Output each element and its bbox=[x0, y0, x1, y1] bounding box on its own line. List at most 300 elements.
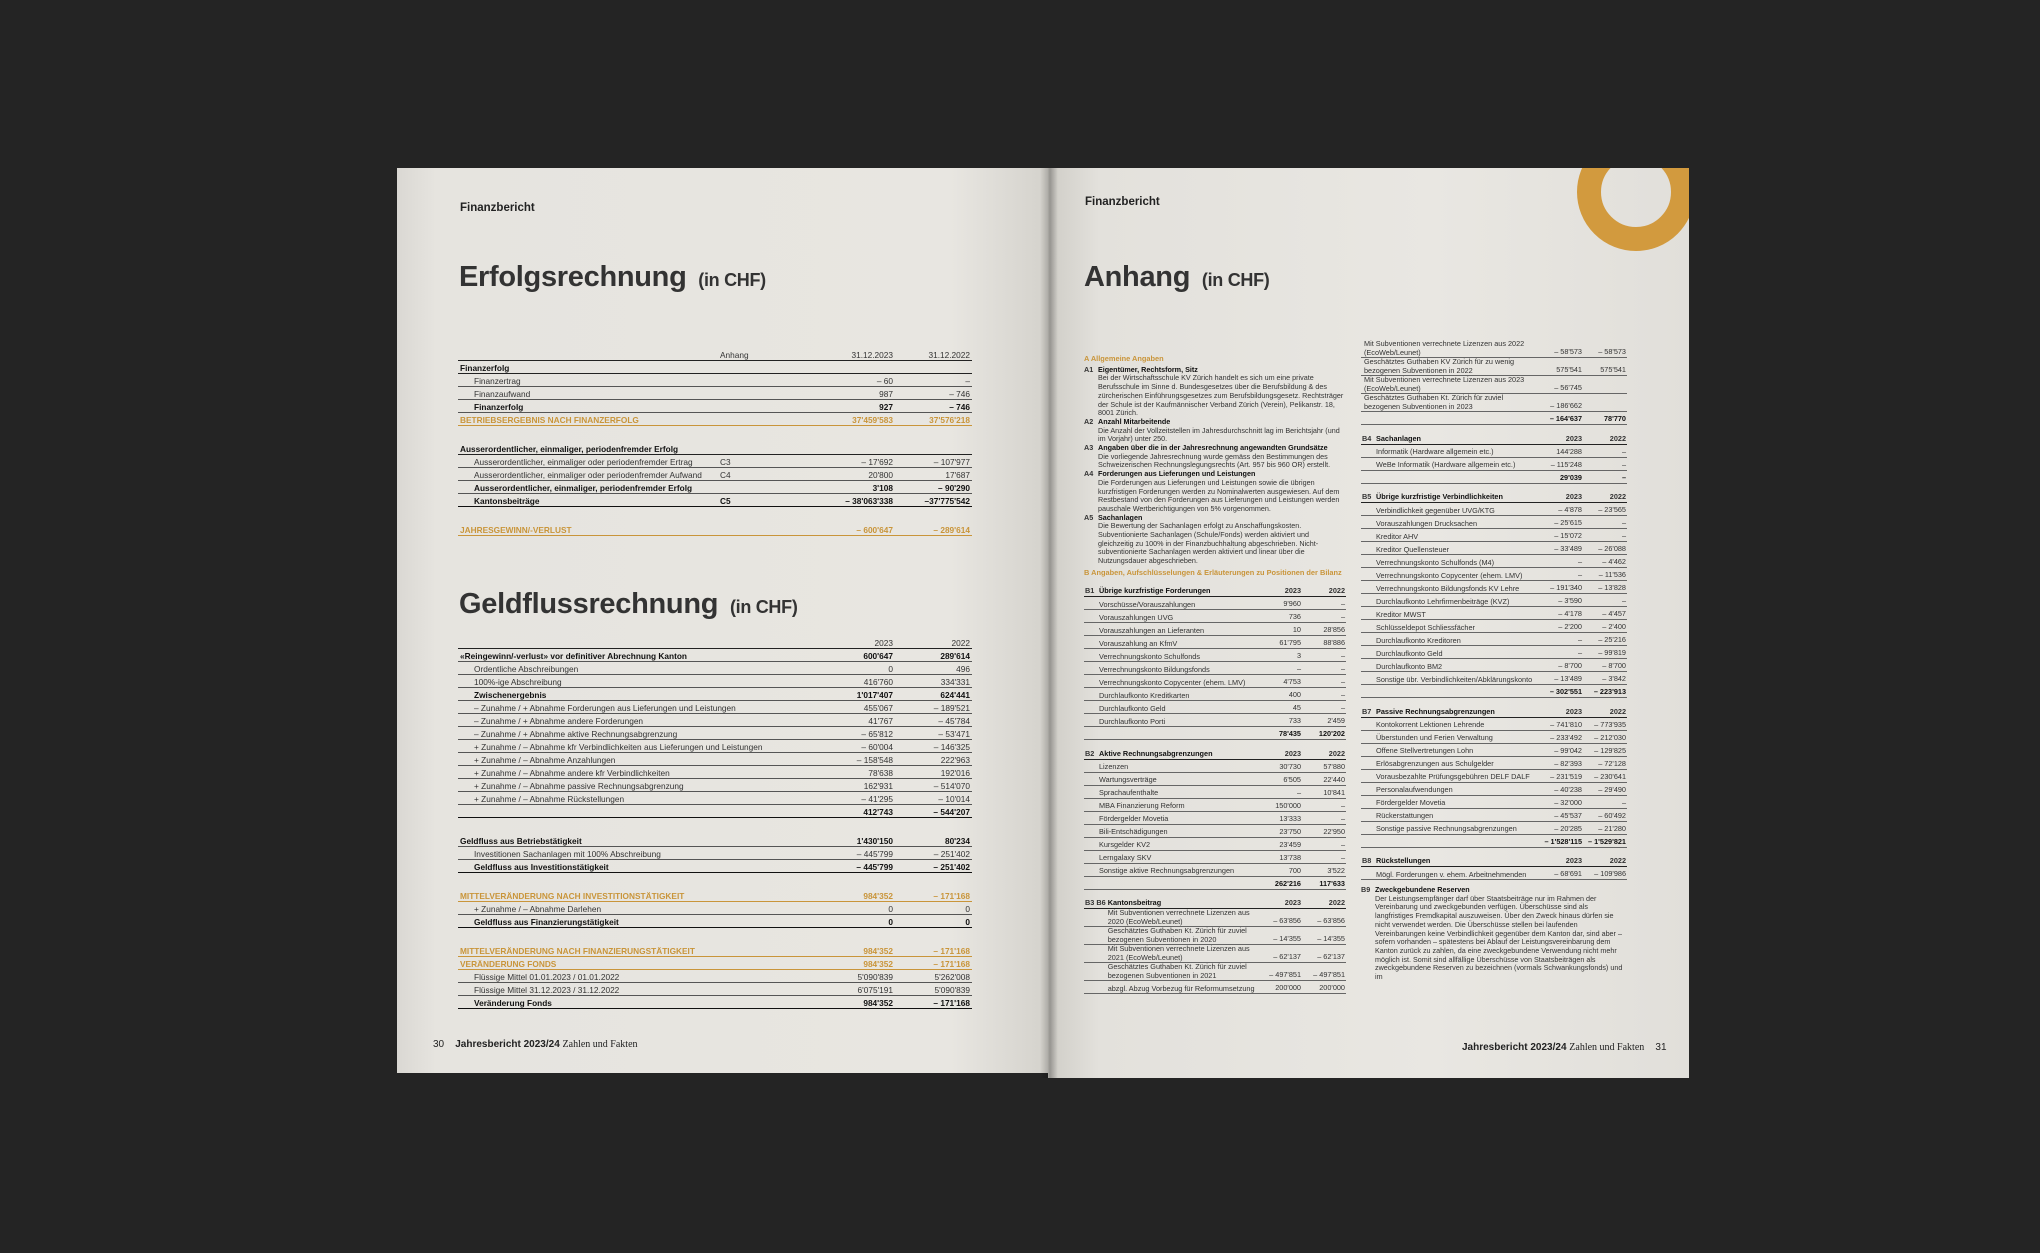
table-row bbox=[1361, 743, 1627, 756]
column-header: 2023 bbox=[1539, 431, 1583, 444]
value-2022: – 53'471 bbox=[895, 726, 972, 739]
value-2022: – 62'137 bbox=[1302, 945, 1346, 963]
note-body bbox=[1098, 418, 1346, 444]
table-row bbox=[458, 480, 972, 493]
value-2022: – 10'014 bbox=[895, 791, 972, 804]
note-body bbox=[1098, 444, 1346, 470]
table-row bbox=[458, 778, 972, 791]
table-header bbox=[1361, 704, 1627, 717]
table-row bbox=[1361, 555, 1627, 568]
note-key: A2 bbox=[1084, 416, 1094, 426]
value-2022: – bbox=[1583, 516, 1627, 529]
row-label: Ausserordentlicher, einmaliger, periodenfremder Erfolg bbox=[458, 441, 718, 454]
value-2023: – 115'248 bbox=[1539, 457, 1583, 470]
cell bbox=[1361, 756, 1375, 769]
cell bbox=[1084, 863, 1098, 876]
value-2023: – 2'200 bbox=[1539, 620, 1583, 633]
value-2022: – 497'851 bbox=[1302, 963, 1346, 981]
note-heading: Aktive Rechnungsabgrenzungen bbox=[1098, 746, 1258, 759]
value-2023: 262'216 bbox=[1258, 876, 1302, 889]
value-2023: – bbox=[1258, 785, 1302, 798]
table-header bbox=[1361, 854, 1627, 867]
value-2022: 575'541 bbox=[1583, 358, 1627, 376]
value-2023: 412'743 bbox=[818, 804, 895, 817]
row-label: Fördergelder Movetia bbox=[1098, 811, 1258, 824]
row-label: Mit Subventionen verrechnete Lizenzen aus 2020 (EcoWeb/Leunet) bbox=[1107, 909, 1258, 927]
spacer bbox=[458, 817, 972, 833]
cell bbox=[1361, 444, 1375, 457]
spacer bbox=[458, 872, 972, 888]
row-label: Durchlaufkonto Kreditoren bbox=[1375, 633, 1539, 646]
row-label: VERÄNDERUNG FONDS bbox=[458, 956, 818, 969]
table-header bbox=[458, 635, 972, 648]
value-2023: 1'430'150 bbox=[818, 833, 895, 846]
right-header: Finanzbericht bbox=[1085, 196, 1160, 208]
note-item bbox=[1361, 886, 1627, 982]
note-heading: Kantonsbeitrag bbox=[1107, 896, 1258, 909]
note-key: B5 bbox=[1361, 490, 1375, 503]
row-label: Sonstige aktive Rechnungsabgrenzungen bbox=[1098, 863, 1258, 876]
value-2022: 78'770 bbox=[1583, 412, 1627, 425]
note-heading: Sachanlagen bbox=[1375, 431, 1539, 444]
value-2022: – 14'355 bbox=[1302, 927, 1346, 945]
table-row bbox=[1361, 795, 1627, 808]
value-2022: – 26'088 bbox=[1583, 542, 1627, 555]
value-2022: – 1'529'821 bbox=[1583, 834, 1627, 847]
table-row bbox=[458, 441, 972, 454]
row-label: Finanzertrag bbox=[458, 373, 718, 386]
value-2022: 22'950 bbox=[1302, 824, 1346, 837]
value-2023: 61'795 bbox=[1258, 636, 1302, 649]
left-footer: 30 Jahresbericht 2023/24 Zahlen und Fakten bbox=[433, 1039, 638, 1050]
value-2023: – 82'393 bbox=[1539, 756, 1583, 769]
note-key: B7 bbox=[1361, 704, 1375, 717]
table-row bbox=[1084, 927, 1346, 945]
geldflussrechnung-table bbox=[458, 635, 972, 1009]
value-2022: – 514'070 bbox=[895, 778, 972, 791]
cell bbox=[1361, 470, 1375, 483]
value-2022: – 189'521 bbox=[895, 700, 972, 713]
table-row bbox=[458, 454, 972, 467]
row-label: Flüssige Mittel 31.12.2023 / 31.12.2022 bbox=[458, 982, 818, 995]
cell bbox=[1084, 772, 1098, 785]
value-2022: – bbox=[1302, 649, 1346, 662]
table-row bbox=[458, 969, 972, 982]
row-label: Geschätztes Guthaben Kt. Zürich für zuviel bezogenen Subventionen in 2021 bbox=[1107, 963, 1258, 981]
value-2023: – 60'004 bbox=[818, 739, 895, 752]
cell bbox=[1361, 555, 1375, 568]
value-2022: 37'576'218 bbox=[895, 412, 972, 425]
note-heading: Zweckgebundene Reserven bbox=[1375, 885, 1470, 894]
cell bbox=[1361, 821, 1375, 834]
value-2022: – 251'402 bbox=[895, 859, 972, 872]
table-row bbox=[458, 386, 972, 399]
value-2023: 984'352 bbox=[818, 943, 895, 956]
note-heading: Übrige kurzfristige Verbindlichkeiten bbox=[1375, 490, 1539, 503]
value-2022: – bbox=[1583, 470, 1627, 483]
table-row bbox=[1084, 850, 1346, 863]
table-row bbox=[1084, 981, 1346, 994]
cell bbox=[1361, 457, 1375, 470]
cell bbox=[1084, 837, 1098, 850]
row-label: Durchlaufkonto Lehrfirmenbeiträge (KVZ) bbox=[1375, 594, 1539, 607]
value-2022: – 746 bbox=[895, 386, 972, 399]
table-row bbox=[1084, 824, 1346, 837]
table-header bbox=[1084, 896, 1346, 909]
cell bbox=[1084, 811, 1098, 824]
note-key: B4 bbox=[1361, 431, 1375, 444]
cell bbox=[1361, 743, 1375, 756]
row-label: Vorausbezahlte Prüfungsgebühren DELF DALF bbox=[1375, 769, 1539, 782]
table-row bbox=[1084, 727, 1346, 740]
cell bbox=[1084, 727, 1098, 740]
row-label: Wartungsverträge bbox=[1098, 772, 1258, 785]
value-2022: 0 bbox=[895, 901, 972, 914]
value-2023: – 302'551 bbox=[1539, 685, 1583, 698]
note-body bbox=[1098, 514, 1346, 566]
value-2022: – 90'290 bbox=[895, 480, 972, 493]
column-header: 2022 bbox=[1583, 431, 1627, 444]
value-2022 bbox=[1583, 376, 1627, 394]
row-label: Kreditor Quellensteuer bbox=[1375, 542, 1539, 555]
table-row bbox=[1361, 646, 1627, 659]
spacer bbox=[458, 927, 972, 943]
value-2023: – 25'615 bbox=[1539, 516, 1583, 529]
row-note bbox=[718, 480, 818, 493]
column-header: 2023 bbox=[1258, 584, 1302, 597]
cell bbox=[1361, 646, 1375, 659]
note-body bbox=[1098, 470, 1346, 514]
row-label: Personalaufwendungen bbox=[1375, 782, 1539, 795]
row-label bbox=[1375, 470, 1539, 483]
cell bbox=[1361, 529, 1375, 542]
value-2023: 927 bbox=[818, 399, 895, 412]
value-2023: – 68'691 bbox=[1539, 867, 1583, 880]
page-number: 30 bbox=[433, 1039, 445, 1050]
row-label: Verrechnungskonto Copycenter (ehem. LMV) bbox=[1375, 568, 1539, 581]
cell bbox=[1361, 542, 1375, 555]
table-row bbox=[458, 995, 972, 1008]
value-2022: – 21'280 bbox=[1583, 821, 1627, 834]
row-label: Sprachaufenthalte bbox=[1098, 785, 1258, 798]
value-2022: – 25'216 bbox=[1583, 633, 1627, 646]
row-note bbox=[718, 386, 818, 399]
value-2023: 6'505 bbox=[1258, 772, 1302, 785]
value-2022: –37'775'542 bbox=[895, 493, 972, 506]
value-2023: – bbox=[1539, 633, 1583, 646]
row-label bbox=[1375, 685, 1539, 698]
row-label: Mögl. Forderungen v. ehem. Arbeitnehmenden bbox=[1375, 867, 1539, 880]
row-note: C4 bbox=[718, 467, 818, 480]
cell bbox=[1361, 581, 1375, 594]
row-label: Vorschüsse/Vorauszahlungen bbox=[1098, 597, 1258, 610]
note-table bbox=[1084, 746, 1346, 890]
cell bbox=[1084, 945, 1107, 963]
value-2022: – 544'207 bbox=[895, 804, 972, 817]
table-row bbox=[1084, 798, 1346, 811]
spacer bbox=[458, 506, 972, 522]
value-2022: – bbox=[1302, 688, 1346, 701]
value-2022: – 171'168 bbox=[895, 995, 972, 1008]
row-label: Überstunden und Ferien Verwaltung bbox=[1375, 730, 1539, 743]
table-row bbox=[1084, 811, 1346, 824]
value-2022: – bbox=[1583, 529, 1627, 542]
row-label: abzgl. Abzug Vorbezug für Reformumsetzung bbox=[1107, 981, 1258, 994]
value-2023: 455'067 bbox=[818, 700, 895, 713]
table-row bbox=[458, 661, 972, 674]
value-2022: – 3'842 bbox=[1583, 672, 1627, 685]
note-text: Die Anzahl der Vollzeitstellen im Jahresdurchschnitt lag im Berichtsjahr (und im Vorjahr) unter 250. bbox=[1098, 425, 1340, 444]
note-heading: Anzahl Mitarbeitende bbox=[1098, 416, 1171, 426]
right-footer: Jahresbericht 2023/24 Zahlen und Fakten 31 bbox=[1462, 1042, 1667, 1053]
note-table bbox=[1084, 896, 1346, 995]
cell bbox=[1361, 620, 1375, 633]
table-row bbox=[1361, 633, 1627, 646]
row-label: – Zunahme / + Abnahme andere Forderungen bbox=[458, 713, 818, 726]
table-row bbox=[1361, 672, 1627, 685]
note-body bbox=[1098, 366, 1346, 418]
value-2022: – 171'168 bbox=[895, 943, 972, 956]
value-2022: – 13'828 bbox=[1583, 581, 1627, 594]
value-2023: – bbox=[1539, 555, 1583, 568]
cell bbox=[1084, 636, 1098, 649]
table-row bbox=[1361, 769, 1627, 782]
note-table bbox=[1361, 704, 1627, 848]
row-label: Finanzerfolg bbox=[458, 399, 718, 412]
value-2022: – bbox=[1302, 811, 1346, 824]
row-label: Vorauszahlungen Drucksachen bbox=[1375, 516, 1539, 529]
left-header: Finanzbericht bbox=[460, 202, 535, 214]
cell bbox=[1361, 685, 1375, 698]
note-key: A3 bbox=[1084, 443, 1094, 453]
table-row bbox=[458, 700, 972, 713]
note-table bbox=[1361, 340, 1627, 425]
table-row bbox=[1361, 620, 1627, 633]
cell bbox=[1084, 824, 1098, 837]
page-title: Erfolgsrechnung (in CHF) bbox=[459, 261, 766, 293]
note-heading: Übrige kurzfristige Forderungen bbox=[1098, 584, 1258, 597]
value-2022: – 2'400 bbox=[1583, 620, 1627, 633]
row-note: C5 bbox=[718, 493, 818, 506]
section-heading: A Allgemeine Angaben bbox=[1084, 354, 1164, 363]
row-label: Fördergelder Movetia bbox=[1375, 795, 1539, 808]
row-label: Zwischenergebnis bbox=[458, 687, 818, 700]
note-table bbox=[1361, 490, 1627, 699]
cell bbox=[458, 506, 718, 522]
cell bbox=[1084, 662, 1098, 675]
note-key: A4 bbox=[1084, 469, 1094, 479]
table-row bbox=[1084, 837, 1346, 850]
value-2022: 0 bbox=[895, 914, 972, 927]
table-header bbox=[458, 347, 972, 360]
value-2023: 733 bbox=[1258, 714, 1302, 727]
value-2022: – bbox=[1302, 837, 1346, 850]
row-label: + Zunahme / – Abnahme Rückstellungen bbox=[458, 791, 818, 804]
table-row bbox=[458, 726, 972, 739]
row-label: Durchlaufkonto Geld bbox=[1375, 646, 1539, 659]
row-label: Geldfluss aus Betriebstätigkeit bbox=[458, 833, 818, 846]
table-row bbox=[1361, 581, 1627, 594]
value-2023: – 497'851 bbox=[1258, 963, 1302, 981]
value-2022: 3'522 bbox=[1302, 863, 1346, 876]
row-note bbox=[718, 522, 818, 535]
value-2023: 3'108 bbox=[818, 480, 895, 493]
value-2023 bbox=[818, 441, 895, 454]
row-label: Finanzerfolg bbox=[458, 360, 718, 373]
value-2023: 700 bbox=[1258, 863, 1302, 876]
value-2022: – bbox=[1302, 675, 1346, 688]
value-2023: – bbox=[1258, 662, 1302, 675]
note-heading: Sachanlagen bbox=[1098, 512, 1143, 522]
value-2022: – 171'168 bbox=[895, 956, 972, 969]
row-label: Mit Subventionen verrechnete Lizenzen aus 2021 (EcoWeb/Leunet) bbox=[1107, 945, 1258, 963]
value-2022: – 99'819 bbox=[1583, 646, 1627, 659]
row-label: Geschätztes Guthaben Kt. Zürich für zuviel bezogenen Subventionen in 2020 bbox=[1107, 927, 1258, 945]
value-2023: 575'541 bbox=[1539, 358, 1583, 376]
value-2022 bbox=[1583, 394, 1627, 412]
row-label: Lizenzen bbox=[1098, 759, 1258, 772]
row-label: + Zunahme / – Abnahme Anzahlungen bbox=[458, 752, 818, 765]
note-item bbox=[1084, 444, 1346, 470]
table-row bbox=[458, 833, 972, 846]
value-2023: 78'638 bbox=[818, 765, 895, 778]
value-2022: – 4'457 bbox=[1583, 607, 1627, 620]
value-2022: – 107'977 bbox=[895, 454, 972, 467]
table-row bbox=[458, 859, 972, 872]
value-2023: – 445'799 bbox=[818, 846, 895, 859]
value-2023: – 62'137 bbox=[1258, 945, 1302, 963]
value-2022: – 45'784 bbox=[895, 713, 972, 726]
table-row bbox=[1361, 503, 1627, 516]
row-label: Vorauszahlungen an Lieferanten bbox=[1098, 623, 1258, 636]
table-row bbox=[1361, 867, 1627, 880]
cell bbox=[1084, 981, 1107, 994]
cell bbox=[1361, 607, 1375, 620]
row-label: MBA Finanzierung Reform bbox=[1098, 798, 1258, 811]
table-row bbox=[458, 687, 972, 700]
value-2023: 6'075'191 bbox=[818, 982, 895, 995]
value-2022: – 11'536 bbox=[1583, 568, 1627, 581]
table-row bbox=[1361, 376, 1627, 394]
note-block bbox=[1361, 704, 1627, 848]
table-row bbox=[458, 739, 972, 752]
value-2023: 37'459'583 bbox=[818, 412, 895, 425]
value-2023 bbox=[818, 360, 895, 373]
row-label: BETRIEBSERGEBNIS NACH FINANZERFOLG bbox=[458, 412, 718, 425]
table-row bbox=[1084, 714, 1346, 727]
cell bbox=[1084, 798, 1098, 811]
value-2023: – 164'637 bbox=[1539, 412, 1583, 425]
note-block bbox=[1361, 490, 1627, 699]
row-note bbox=[718, 360, 818, 373]
value-2023: – 17'692 bbox=[818, 454, 895, 467]
anhang-column-2 bbox=[1361, 340, 1627, 982]
table-row bbox=[1361, 340, 1627, 358]
table-row bbox=[1361, 412, 1627, 425]
book-spine bbox=[1040, 168, 1058, 1078]
value-2023: 0 bbox=[818, 901, 895, 914]
note-table bbox=[1361, 431, 1627, 484]
page-title: Anhang (in CHF) bbox=[1084, 261, 1270, 293]
row-label: Geldfluss aus Finanzierungstätigkeit bbox=[458, 914, 818, 927]
row-label: Ausserordentlicher, einmaliger oder periodenfremder Ertrag bbox=[458, 454, 718, 467]
row-note bbox=[718, 399, 818, 412]
value-2023: 0 bbox=[818, 914, 895, 927]
value-2022: – bbox=[1302, 798, 1346, 811]
value-2023: 9'960 bbox=[1258, 597, 1302, 610]
value-2023: – 4'178 bbox=[1539, 607, 1583, 620]
row-label: Geldfluss aus Investitionstätigkeit bbox=[458, 859, 818, 872]
note-text: Die Forderungen aus Lieferungen und Leistungen sowie die übrigen kurzfristigen Forderungen werden zu Nominalwerten ausgewiesen. Auf dem Restbestand von den Forderungen aus Lieferungen und Leistungen werden pauschale Wertberichtigungen von 5% vorgenommen. bbox=[1098, 477, 1340, 513]
note-item bbox=[1084, 366, 1346, 418]
column-header: 31.12.2023 bbox=[818, 347, 895, 360]
table-row bbox=[1084, 623, 1346, 636]
cell bbox=[1361, 834, 1375, 847]
column-header: 2022 bbox=[1583, 704, 1627, 717]
table-row bbox=[1084, 675, 1346, 688]
table-row bbox=[458, 674, 972, 687]
column-header: Anhang bbox=[718, 347, 818, 360]
note-block bbox=[1084, 746, 1346, 890]
table-row bbox=[1361, 444, 1627, 457]
cell bbox=[1361, 867, 1375, 880]
value-2022: – bbox=[1302, 610, 1346, 623]
value-2022: – bbox=[1302, 850, 1346, 863]
row-label: Lerngalaxy SKV bbox=[1098, 850, 1258, 863]
row-label: Verrechnungskonto Bildungsfonds KV Lehre bbox=[1375, 581, 1539, 594]
value-2023: – 15'072 bbox=[1539, 529, 1583, 542]
cell bbox=[1361, 730, 1375, 743]
value-2022: – 58'573 bbox=[1583, 340, 1627, 358]
table-row bbox=[1084, 662, 1346, 675]
row-note bbox=[718, 412, 818, 425]
value-2023: 600'647 bbox=[818, 648, 895, 661]
table-row bbox=[458, 399, 972, 412]
value-2022: – 109'986 bbox=[1583, 867, 1627, 880]
row-label: Durchlaufkonto Kreditkarten bbox=[1098, 688, 1258, 701]
column-header: 2023 bbox=[1539, 490, 1583, 503]
table-row bbox=[458, 648, 972, 661]
row-label: – Zunahme / + Abnahme aktive Rechnungsabgrenzung bbox=[458, 726, 818, 739]
row-label: Sonstige passive Rechnungsabgrenzungen bbox=[1375, 821, 1539, 834]
table-row bbox=[458, 804, 972, 817]
row-label: Kursgelder KV2 bbox=[1098, 837, 1258, 850]
row-label: Rückerstattungen bbox=[1375, 808, 1539, 821]
column-header: 2022 bbox=[1583, 854, 1627, 867]
table-header bbox=[1361, 431, 1627, 444]
value-2023: – 33'489 bbox=[1539, 542, 1583, 555]
cell bbox=[1084, 701, 1098, 714]
note-text: Die vorliegende Jahresrechnung wurde gemäss den Bestimmungen des Schweizerischen Rechnungslegungsrechts (Art. 957 bis 960 OR) erstellt. bbox=[1098, 451, 1331, 470]
value-2023: 3 bbox=[1258, 649, 1302, 662]
row-note: C3 bbox=[718, 454, 818, 467]
value-2022: – 212'030 bbox=[1583, 730, 1627, 743]
value-2022: – bbox=[1302, 597, 1346, 610]
table-row bbox=[1084, 688, 1346, 701]
cell bbox=[1084, 963, 1107, 981]
table-row bbox=[458, 752, 972, 765]
row-label: Kreditor AHV bbox=[1375, 529, 1539, 542]
cell bbox=[1084, 876, 1098, 889]
table-row bbox=[1361, 457, 1627, 470]
cell bbox=[1361, 659, 1375, 672]
row-note bbox=[718, 373, 818, 386]
table-row bbox=[1084, 963, 1346, 981]
cell bbox=[1084, 759, 1098, 772]
row-label: + Zunahme / – Abnahme Darlehen bbox=[458, 901, 818, 914]
table-row bbox=[1084, 636, 1346, 649]
row-label: Verrechnungskonto Schulfonds bbox=[1098, 649, 1258, 662]
